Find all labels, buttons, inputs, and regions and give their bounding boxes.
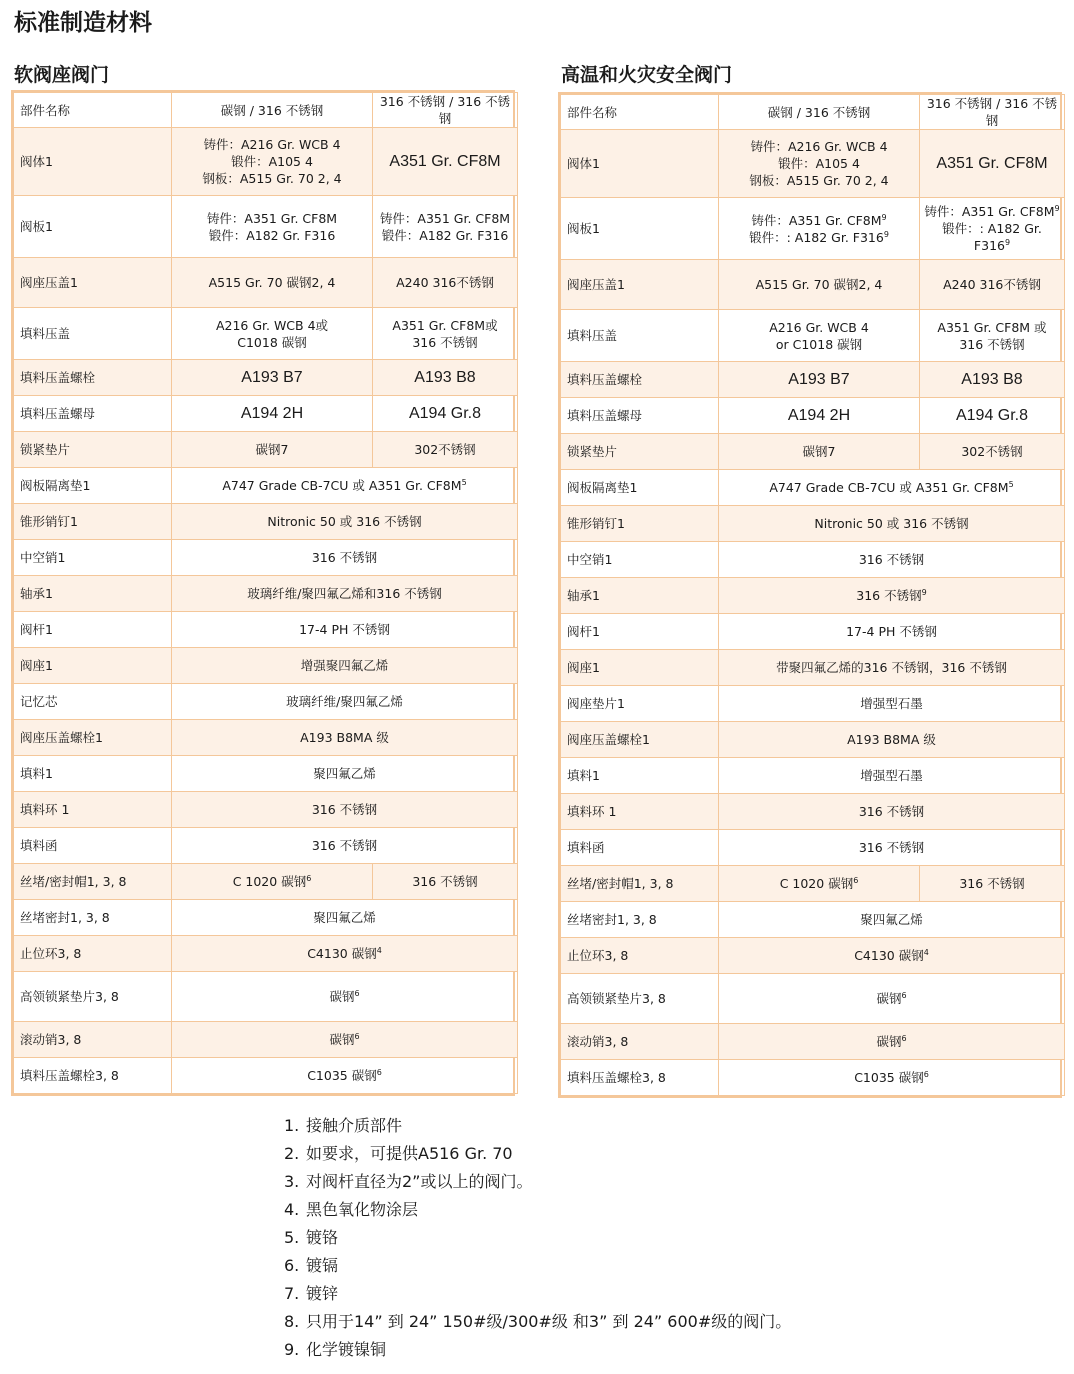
material-cell bbox=[719, 902, 1065, 938]
footnote-ref: 9 bbox=[1004, 237, 1011, 247]
material-cell-carbon bbox=[719, 310, 920, 362]
material-cell bbox=[719, 506, 1065, 542]
table-row bbox=[561, 398, 1065, 434]
material-cell-carbon bbox=[172, 396, 373, 432]
table-row bbox=[561, 198, 1065, 260]
high-temp-fire-safe-materials-table bbox=[558, 92, 1062, 1098]
material-cell-stainless bbox=[373, 196, 518, 258]
table-row bbox=[14, 900, 518, 936]
cell-line: A194 2H bbox=[787, 407, 851, 424]
cell-line: A193 B8MA 级 bbox=[847, 732, 936, 747]
cell-line: A193 B8 bbox=[961, 371, 1023, 388]
material-cell bbox=[172, 468, 518, 504]
table-row bbox=[561, 614, 1065, 650]
part-name: 锁紧垫片 bbox=[14, 432, 172, 468]
material-cell bbox=[719, 758, 1065, 794]
table-row bbox=[561, 542, 1065, 578]
footnote-item bbox=[284, 1308, 791, 1336]
material-cell-stainless bbox=[920, 130, 1065, 198]
material-cell-stainless bbox=[920, 260, 1065, 310]
material-cell bbox=[719, 1060, 1065, 1096]
table-row bbox=[14, 576, 518, 612]
table-row bbox=[14, 504, 518, 540]
part-name: 阀杆1 bbox=[14, 612, 172, 648]
cell-line: Nitronic 50 或 316 不锈钢 bbox=[267, 514, 422, 529]
material-cell bbox=[719, 1024, 1065, 1060]
part-name: 轴承1 bbox=[14, 576, 172, 612]
page-title: 标准制造材料 bbox=[14, 10, 152, 36]
table-row bbox=[14, 864, 518, 900]
material-cell bbox=[172, 1058, 518, 1094]
material-cell-carbon bbox=[172, 360, 373, 396]
material-cell-stainless bbox=[373, 308, 518, 360]
table-row bbox=[561, 722, 1065, 758]
cell-line: 316 不锈钢 bbox=[858, 840, 925, 855]
header-stainless-steel: 316 不锈钢 / 316 不锈钢 bbox=[373, 93, 518, 128]
cell-line: 锻件：: A182 Gr. $F316^9$ bbox=[749, 229, 889, 245]
part-name: 锁紧垫片 bbox=[561, 434, 719, 470]
header-part-name: 部件名称 bbox=[561, 95, 719, 130]
high-temp-fire-safe-table-title: 高温和火灾安全阀门 bbox=[561, 64, 733, 86]
part-name: 滚动销3, 8 bbox=[14, 1022, 172, 1058]
footnote-item bbox=[284, 1252, 791, 1280]
part-name: 丝堵/密封帽1, 3, 8 bbox=[561, 866, 719, 902]
footnote-ref: 6 bbox=[923, 1069, 929, 1079]
material-cell-stainless bbox=[373, 396, 518, 432]
table-row bbox=[14, 792, 518, 828]
material-cell bbox=[719, 614, 1065, 650]
material-cell-stainless bbox=[373, 432, 518, 468]
cell-line: A351 Gr. CF8M bbox=[936, 155, 1048, 172]
cell-line: A240 316不锈钢 bbox=[396, 275, 494, 290]
footnote-item bbox=[284, 1196, 791, 1224]
footnote-ref: 6 bbox=[853, 875, 859, 885]
table-row bbox=[14, 684, 518, 720]
material-cell bbox=[172, 648, 518, 684]
table-row bbox=[14, 396, 518, 432]
material-cell bbox=[172, 792, 518, 828]
table-row bbox=[561, 938, 1065, 974]
material-cell bbox=[719, 794, 1065, 830]
footnote-number: 8. bbox=[284, 1312, 300, 1331]
table-row bbox=[14, 432, 518, 468]
materials-table bbox=[13, 92, 518, 1094]
material-cell bbox=[172, 720, 518, 756]
header-row bbox=[561, 95, 1065, 130]
footnote-text: 化学镀镍铜 bbox=[306, 1340, 387, 1359]
part-name: 阀体1 bbox=[14, 128, 172, 196]
footnote-ref: 6 bbox=[901, 1033, 907, 1043]
part-name: 丝堵密封1, 3, 8 bbox=[14, 900, 172, 936]
table-row bbox=[14, 258, 518, 308]
material-cell-carbon bbox=[172, 432, 373, 468]
table-row bbox=[14, 468, 518, 504]
cell-line: 钢板：A515 Gr. 70 2, 4 bbox=[749, 173, 889, 188]
footnote-ref: 9 bbox=[881, 212, 887, 222]
part-name: 阀杆1 bbox=[561, 614, 719, 650]
part-name: 填料压盖螺栓3, 8 bbox=[561, 1060, 719, 1096]
table-row bbox=[14, 1022, 518, 1058]
part-name: 填料压盖 bbox=[561, 310, 719, 362]
table-row bbox=[14, 720, 518, 756]
cell-line: A194 Gr.8 bbox=[408, 405, 482, 422]
cell-line: 增强聚四氟乙烯 bbox=[300, 658, 389, 673]
part-name: 中空销1 bbox=[561, 542, 719, 578]
table-row bbox=[561, 434, 1065, 470]
cell-line: 带聚四氟乙烯的316 不锈钢，316 不锈钢 bbox=[776, 660, 1007, 675]
header-row bbox=[14, 93, 518, 128]
material-cell bbox=[172, 1022, 518, 1058]
cell-line: 铸件：A351 Gr. CF8M bbox=[379, 210, 511, 226]
footnote-text: 黑色氧化物涂层 bbox=[306, 1200, 419, 1219]
cell-line: A216 Gr. WCB 4或 bbox=[215, 317, 329, 333]
material-cell-carbon bbox=[719, 362, 920, 398]
part-name: 填料环 1 bbox=[14, 792, 172, 828]
part-name: 阀板隔离垫1 bbox=[561, 470, 719, 506]
footnote-text: 镀锌 bbox=[306, 1284, 339, 1303]
material-cell bbox=[172, 504, 518, 540]
part-name: 高领锁紧垫片3, 8 bbox=[561, 974, 719, 1024]
material-cell-stainless: 316 不锈钢 bbox=[920, 866, 1065, 902]
footnote-number: 1. bbox=[284, 1116, 300, 1135]
material-cell-stainless bbox=[373, 360, 518, 396]
table-row bbox=[561, 686, 1065, 722]
header-carbon-steel: 碳钢 / 316 不锈钢 bbox=[719, 95, 920, 130]
cell-line: 增强型石墨 bbox=[860, 696, 923, 711]
table-row bbox=[561, 362, 1065, 398]
cell-line: A193 B8 bbox=[414, 369, 476, 386]
table-row bbox=[14, 540, 518, 576]
table-row bbox=[561, 866, 1065, 902]
cell-line: 316 不锈钢 bbox=[959, 336, 1025, 352]
table-row bbox=[14, 308, 518, 360]
table-row bbox=[14, 612, 518, 648]
cell-line: C1035 碳钢$^6$ bbox=[307, 1067, 382, 1083]
table-row bbox=[14, 828, 518, 864]
footnote-number: 3. bbox=[284, 1172, 300, 1191]
table-row bbox=[14, 756, 518, 792]
material-cell-carbon bbox=[719, 130, 920, 198]
part-name: 滚动销3, 8 bbox=[561, 1024, 719, 1060]
cell-line: A515 Gr. 70 碳钢2, 4 bbox=[755, 277, 883, 292]
footnote-item bbox=[284, 1112, 791, 1140]
part-name: 阀座压盖螺栓1 bbox=[561, 722, 719, 758]
cell-line: 铸件：A216 Gr. WCB 4 bbox=[750, 139, 888, 154]
material-cell bbox=[719, 974, 1065, 1024]
cell-line: 碳钢$^6$ bbox=[329, 988, 360, 1004]
material-cell-carbon bbox=[172, 258, 373, 308]
material-cell bbox=[719, 830, 1065, 866]
material-cell bbox=[719, 650, 1065, 686]
cell-line: 316 不锈钢 bbox=[311, 802, 378, 817]
table-row bbox=[561, 650, 1065, 686]
part-name: 阀座压盖1 bbox=[14, 258, 172, 308]
table-row bbox=[561, 260, 1065, 310]
part-name: 中空销1 bbox=[14, 540, 172, 576]
footnote-text: 只用于14” 到 24” 150#级/300#级 和3” 到 24” 600#级的阀门。 bbox=[306, 1312, 792, 1331]
cell-line: 玻璃纤维/聚四氟乙烯和316 不锈钢 bbox=[247, 586, 442, 601]
material-cell bbox=[172, 576, 518, 612]
table-row bbox=[561, 310, 1065, 362]
material-cell bbox=[719, 722, 1065, 758]
material-cell bbox=[719, 470, 1065, 506]
footnote-number: 7. bbox=[284, 1284, 300, 1303]
part-name: 填料压盖 bbox=[14, 308, 172, 360]
footnote-ref: 6 bbox=[306, 873, 312, 883]
part-name: 阀板1 bbox=[561, 198, 719, 260]
cell-line: A747 Grade CB-7CU 或 A351 Gr. $CF8M^5$ bbox=[769, 479, 1014, 495]
table-row bbox=[14, 128, 518, 196]
table-row bbox=[14, 196, 518, 258]
part-name: 阀板隔离垫1 bbox=[14, 468, 172, 504]
table-row bbox=[561, 1060, 1065, 1096]
cell-line: 铸件：A216 Gr. WCB 4 bbox=[203, 137, 341, 152]
cell-line: A216 Gr. WCB 4 bbox=[769, 319, 869, 335]
part-name: 高领锁紧垫片3, 8 bbox=[14, 972, 172, 1022]
material-cell-carbon bbox=[172, 308, 373, 360]
material-cell-stainless bbox=[373, 128, 518, 196]
cell-line: 增强型石墨 bbox=[860, 768, 923, 783]
footnote-ref: 6 bbox=[354, 988, 360, 998]
part-name: 填料压盖螺栓 bbox=[561, 362, 719, 398]
footnote-text: 对阀杆直径为2”或以上的阀门。 bbox=[306, 1172, 533, 1191]
cell-line: A194 2H bbox=[240, 405, 304, 422]
cell-line: A193 B7 bbox=[241, 369, 303, 386]
material-cell-carbon bbox=[719, 434, 920, 470]
material-cell-stainless bbox=[920, 434, 1065, 470]
material-cell bbox=[172, 936, 518, 972]
footnote-ref: 6 bbox=[901, 990, 907, 1000]
footnote-item bbox=[284, 1336, 791, 1364]
material-cell-carbon bbox=[719, 198, 920, 260]
footnote-ref: 9 bbox=[921, 587, 927, 597]
soft-seat-table-title: 软阀座阀门 bbox=[14, 64, 110, 86]
table-row bbox=[561, 470, 1065, 506]
table-row bbox=[561, 1024, 1065, 1060]
part-name: 填料压盖螺母 bbox=[561, 398, 719, 434]
cell-line: 聚四氟乙烯 bbox=[313, 766, 376, 781]
cell-line: 17-4 PH 不锈钢 bbox=[846, 624, 937, 639]
table-row bbox=[561, 794, 1065, 830]
cell-line: 316 不锈钢 bbox=[858, 552, 925, 567]
cell-line: 316 不锈钢 bbox=[412, 334, 478, 350]
header-carbon-steel: 碳钢 / 316 不锈钢 bbox=[172, 93, 373, 128]
soft-seat-materials-table bbox=[11, 90, 515, 1096]
cell-line: or C1018 碳钢 bbox=[775, 336, 863, 352]
footnote-number: 2. bbox=[284, 1144, 300, 1163]
cell-line: A194 Gr.8 bbox=[955, 407, 1029, 424]
part-name: 填料压盖螺母 bbox=[14, 396, 172, 432]
cell-line: A351 Gr. CF8M或 bbox=[392, 317, 498, 333]
cell-line: 铸件：A351 Gr. CF8M bbox=[206, 210, 338, 226]
footnote-text: 镀镉 bbox=[306, 1256, 339, 1275]
cell-line: C4130 碳钢$^4$ bbox=[854, 947, 929, 963]
table-row bbox=[561, 902, 1065, 938]
table-row bbox=[561, 830, 1065, 866]
cell-line: A193 B8MA 级 bbox=[300, 730, 389, 745]
table-row bbox=[14, 1058, 518, 1094]
material-cell-stainless bbox=[920, 310, 1065, 362]
footnote-ref: 4 bbox=[923, 947, 929, 957]
cell-line: A240 316不锈钢 bbox=[943, 277, 1041, 292]
material-cell-carbon bbox=[172, 196, 373, 258]
cell-line: 316 不锈钢 bbox=[311, 550, 378, 565]
material-cell bbox=[172, 972, 518, 1022]
table-row bbox=[561, 758, 1065, 794]
header-stainless-steel: 316 不锈钢 / 316 不锈钢 bbox=[920, 95, 1065, 130]
part-name: 阀座垫片1 bbox=[561, 686, 719, 722]
footnote-number: 4. bbox=[284, 1200, 300, 1219]
footnote-ref: 6 bbox=[354, 1031, 360, 1041]
material-cell-stainless: 316 不锈钢 bbox=[373, 864, 518, 900]
table-row bbox=[561, 506, 1065, 542]
cell-line: 碳钢$^6$ bbox=[876, 990, 907, 1006]
cell-line: 302不锈钢 bbox=[414, 442, 476, 457]
part-name: 锥形销钉1 bbox=[14, 504, 172, 540]
part-name: 丝堵/密封帽1, 3, 8 bbox=[14, 864, 172, 900]
footnote-item bbox=[284, 1168, 791, 1196]
cell-line: 铸件：A351 Gr. $CF8M^9$ bbox=[751, 212, 887, 228]
material-cell-carbon bbox=[172, 128, 373, 196]
material-cell-stainless bbox=[920, 362, 1065, 398]
cell-line: 碳钢$^6$ bbox=[329, 1031, 360, 1047]
cell-line: 玻璃纤维/聚四氟乙烯 bbox=[286, 694, 403, 709]
cell-line: Nitronic 50 或 316 不锈钢 bbox=[814, 516, 969, 531]
cell-line: A351 Gr. CF8M bbox=[389, 153, 501, 170]
cell-line: A747 Grade CB-7CU 或 A351 Gr. $CF8M^5$ bbox=[222, 477, 467, 493]
footnote-item bbox=[284, 1280, 791, 1308]
part-name: 填料1 bbox=[561, 758, 719, 794]
cell-line: 锻件：A105 4 bbox=[231, 154, 313, 169]
cell-line: 碳钢7 bbox=[802, 444, 836, 459]
part-name: 填料函 bbox=[14, 828, 172, 864]
cell-line: 锻件：A182 Gr. F316 bbox=[381, 227, 509, 243]
part-name: 阀体1 bbox=[561, 130, 719, 198]
table-row bbox=[14, 936, 518, 972]
footnote-ref: 4 bbox=[376, 945, 382, 955]
footnote-ref: 6 bbox=[376, 1067, 382, 1077]
material-cell bbox=[719, 938, 1065, 974]
materials-table bbox=[560, 94, 1065, 1096]
footnote-text: 镀铬 bbox=[306, 1228, 339, 1247]
material-cell bbox=[172, 540, 518, 576]
part-name: 填料1 bbox=[14, 756, 172, 792]
table-row bbox=[14, 360, 518, 396]
part-name: 锥形销钉1 bbox=[561, 506, 719, 542]
footnotes-list bbox=[284, 1112, 791, 1364]
part-name: 丝堵密封1, 3, 8 bbox=[561, 902, 719, 938]
part-name: 阀板1 bbox=[14, 196, 172, 258]
material-cell bbox=[719, 686, 1065, 722]
cell-line: 铸件：A351 Gr. $CF8M^9$ bbox=[924, 203, 1060, 219]
part-name: 止位环3, 8 bbox=[14, 936, 172, 972]
footnote-number: 5. bbox=[284, 1228, 300, 1247]
cell-line: A193 B7 bbox=[788, 371, 850, 388]
table-row bbox=[561, 578, 1065, 614]
part-name: 阀座1 bbox=[14, 648, 172, 684]
material-cell bbox=[172, 900, 518, 936]
table-row bbox=[14, 648, 518, 684]
material-cell-carbon: C 1020 碳钢$^6$ bbox=[172, 864, 373, 900]
material-cell-carbon bbox=[719, 260, 920, 310]
cell-line: 17-4 PH 不锈钢 bbox=[299, 622, 390, 637]
part-name: 轴承1 bbox=[561, 578, 719, 614]
header-part-name: 部件名称 bbox=[14, 93, 172, 128]
material-cell bbox=[172, 828, 518, 864]
footnote-item bbox=[284, 1224, 791, 1252]
cell-line: 302不锈钢 bbox=[961, 444, 1023, 459]
cell-line: C1035 碳钢$^6$ bbox=[854, 1069, 929, 1085]
cell-line: 钢板：A515 Gr. 70 2, 4 bbox=[202, 171, 342, 186]
cell-line: 聚四氟乙烯 bbox=[313, 910, 376, 925]
footnote-text: 如要求，可提供A516 Gr. 70 bbox=[306, 1144, 513, 1163]
table-row bbox=[561, 130, 1065, 198]
part-name: 阀座压盖螺栓1 bbox=[14, 720, 172, 756]
part-name: 填料环 1 bbox=[561, 794, 719, 830]
footnote-item bbox=[284, 1140, 791, 1168]
material-cell-stainless bbox=[920, 198, 1065, 260]
cell-line: C4130 碳钢$^4$ bbox=[307, 945, 382, 961]
cell-line: A351 Gr. CF8M 或 bbox=[937, 319, 1047, 335]
part-name: 填料压盖螺栓 bbox=[14, 360, 172, 396]
cell-line: 316 不锈钢 bbox=[858, 804, 925, 819]
cell-line: 316 不锈钢 bbox=[311, 838, 378, 853]
part-name: 阀座1 bbox=[561, 650, 719, 686]
footnote-text: 接触介质部件 bbox=[306, 1116, 403, 1135]
footnote-ref: 5 bbox=[461, 477, 467, 487]
cell-line: C1018 碳钢 bbox=[237, 334, 307, 350]
part-name: 阀座压盖1 bbox=[561, 260, 719, 310]
cell-line: 锻件：: A182 Gr. $F316^9$ bbox=[942, 221, 1042, 253]
cell-line: 锻件：A105 4 bbox=[778, 156, 860, 171]
part-name: 填料函 bbox=[561, 830, 719, 866]
material-cell-stainless bbox=[373, 258, 518, 308]
material-cell bbox=[172, 612, 518, 648]
part-name: 止位环3, 8 bbox=[561, 938, 719, 974]
material-cell bbox=[172, 684, 518, 720]
material-cell-carbon: C 1020 碳钢$^6$ bbox=[719, 866, 920, 902]
cell-line: 锻件：A182 Gr. F316 bbox=[208, 227, 336, 243]
material-cell bbox=[719, 578, 1065, 614]
table-row bbox=[14, 972, 518, 1022]
material-cell-stainless bbox=[920, 398, 1065, 434]
footnote-ref: 9 bbox=[883, 229, 889, 239]
footnote-ref: 9 bbox=[1054, 203, 1060, 213]
footnote-number: 9. bbox=[284, 1340, 300, 1359]
cell-line: A515 Gr. 70 碳钢2, 4 bbox=[208, 275, 336, 290]
cell-line: 316 不锈钢$^9$ bbox=[856, 587, 927, 603]
footnote-number: 6. bbox=[284, 1256, 300, 1275]
cell-line: 碳钢$^6$ bbox=[876, 1033, 907, 1049]
footnote-ref: 5 bbox=[1008, 479, 1014, 489]
cell-line: 碳钢7 bbox=[255, 442, 289, 457]
part-name: 记忆芯 bbox=[14, 684, 172, 720]
table-row bbox=[561, 974, 1065, 1024]
material-cell bbox=[719, 542, 1065, 578]
material-cell bbox=[172, 756, 518, 792]
cell-line: 聚四氟乙烯 bbox=[860, 912, 923, 927]
material-cell-carbon bbox=[719, 398, 920, 434]
part-name: 填料压盖螺栓3, 8 bbox=[14, 1058, 172, 1094]
